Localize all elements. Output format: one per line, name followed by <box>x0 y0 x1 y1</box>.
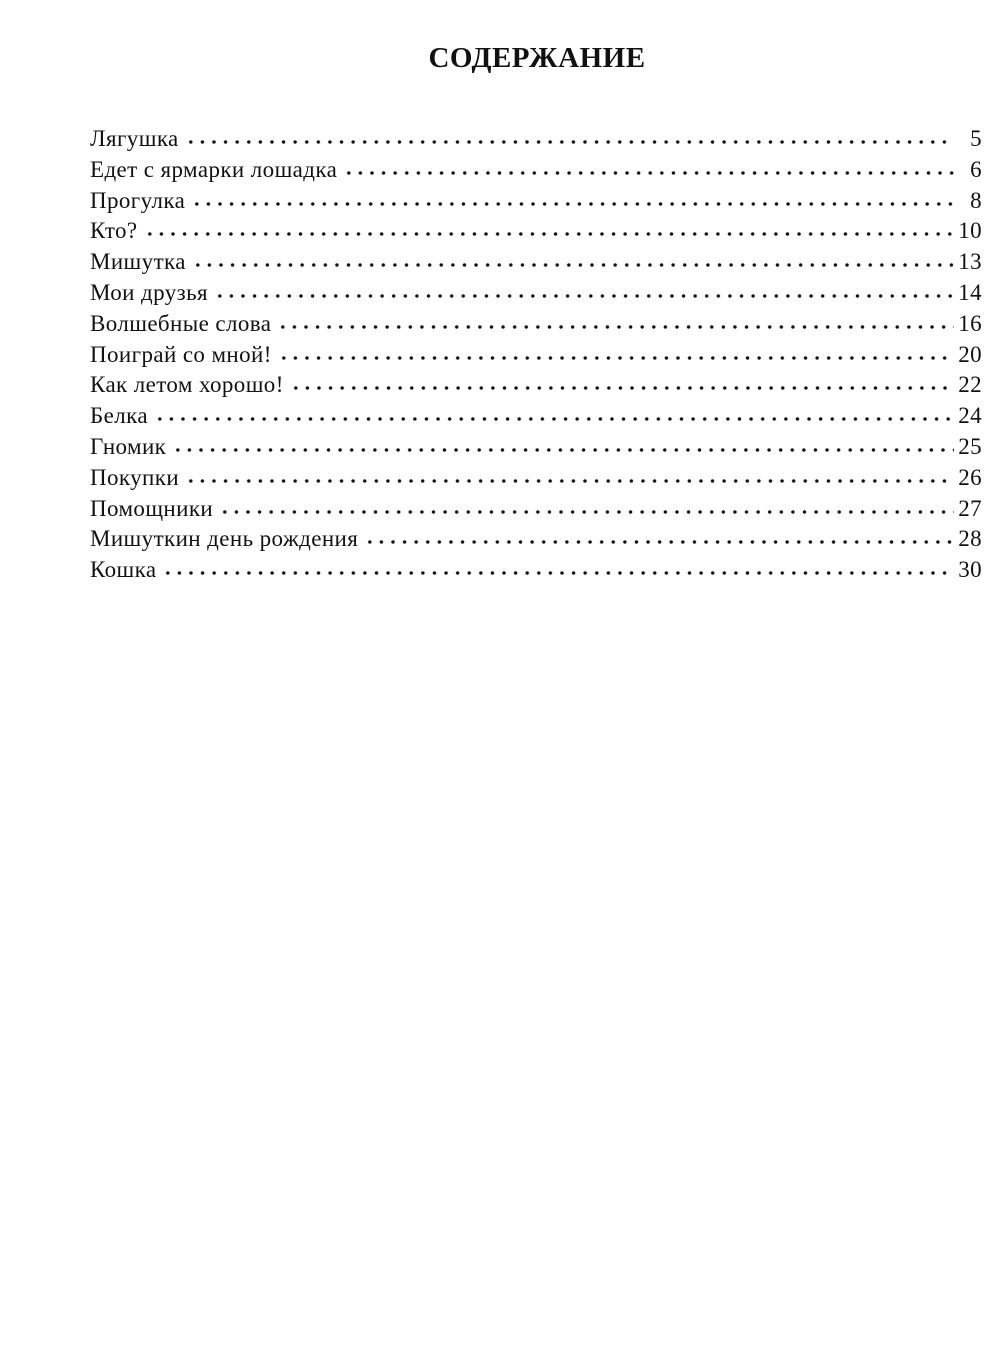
toc-leader-dots <box>192 262 954 268</box>
toc-entry-title: Как летом хорошо! <box>90 372 284 398</box>
toc-leader-dots <box>154 416 954 422</box>
toc-entry-page: 6 <box>970 156 982 182</box>
toc-leader-dots <box>343 170 954 176</box>
toc-leader-dots <box>144 231 954 237</box>
toc-entry-page: 10 <box>958 218 982 244</box>
toc-entry-page: 28 <box>958 526 982 552</box>
toc-entry <box>90 155 982 186</box>
toc-entry-title: Мои друзья <box>90 279 208 305</box>
table-of-contents <box>90 124 982 586</box>
toc-leader-dots <box>185 478 954 484</box>
toc-leader-dots <box>191 201 954 207</box>
toc-entry <box>90 278 982 309</box>
toc-entry <box>90 216 982 247</box>
toc-entry-page: 8 <box>970 187 982 213</box>
toc-entry-title: Мишуткин день рождения <box>90 526 359 552</box>
toc-leader-dots <box>162 570 954 576</box>
toc-entry <box>90 463 982 494</box>
toc-entry <box>90 309 982 340</box>
toc-entry-title: Помощники <box>90 495 214 521</box>
toc-entry <box>90 494 982 525</box>
toc-entry-page: 24 <box>958 403 982 429</box>
toc-leader-dots <box>172 447 954 453</box>
toc-entry-page: 20 <box>958 341 982 367</box>
toc-entry-page: 22 <box>958 372 982 398</box>
toc-entry-page: 30 <box>958 557 982 583</box>
toc-entry-title: Гномик <box>90 433 167 459</box>
toc-entry-title: Мишутка <box>90 249 186 275</box>
toc-entry-title: Кто? <box>90 218 138 244</box>
toc-entry <box>90 340 982 371</box>
toc-leader-dots <box>277 324 954 330</box>
toc-entry-page: 26 <box>958 464 982 490</box>
toc-entry <box>90 247 982 278</box>
toc-entry-title: Прогулка <box>90 187 186 213</box>
toc-entry-page: 14 <box>958 279 982 305</box>
toc-entry <box>90 555 982 586</box>
toc-entry-page: 13 <box>958 249 982 275</box>
toc-leader-dots <box>290 385 954 391</box>
toc-leader-dots <box>364 539 954 545</box>
toc-entry-page: 25 <box>958 433 982 459</box>
toc-leader-dots <box>185 139 954 145</box>
toc-entry <box>90 186 982 217</box>
page-title: СОДЕРЖАНИЕ <box>428 42 646 74</box>
toc-entry <box>90 124 982 155</box>
toc-entry-title: Белка <box>90 403 148 429</box>
toc-entry-title: Кошка <box>90 557 157 583</box>
toc-entry <box>90 370 982 401</box>
toc-entry-title: Едет с ярмарки лошадка <box>90 156 338 182</box>
toc-entry-title: Поиграй со мной! <box>90 341 272 367</box>
toc-leader-dots <box>219 509 954 515</box>
toc-entry-page: 5 <box>970 126 982 151</box>
toc-entry-page: 16 <box>958 310 982 336</box>
toc-entry-title: Лягушка <box>90 126 179 151</box>
toc-entry <box>90 524 982 555</box>
toc-entry <box>90 401 982 432</box>
toc-entry-title: Покупки <box>90 464 180 490</box>
toc-entry-page: 27 <box>958 495 982 521</box>
toc-leader-dots <box>278 355 954 361</box>
toc-entry <box>90 432 982 463</box>
toc-leader-dots <box>214 293 954 299</box>
toc-entry-title: Волшебные слова <box>90 310 272 336</box>
